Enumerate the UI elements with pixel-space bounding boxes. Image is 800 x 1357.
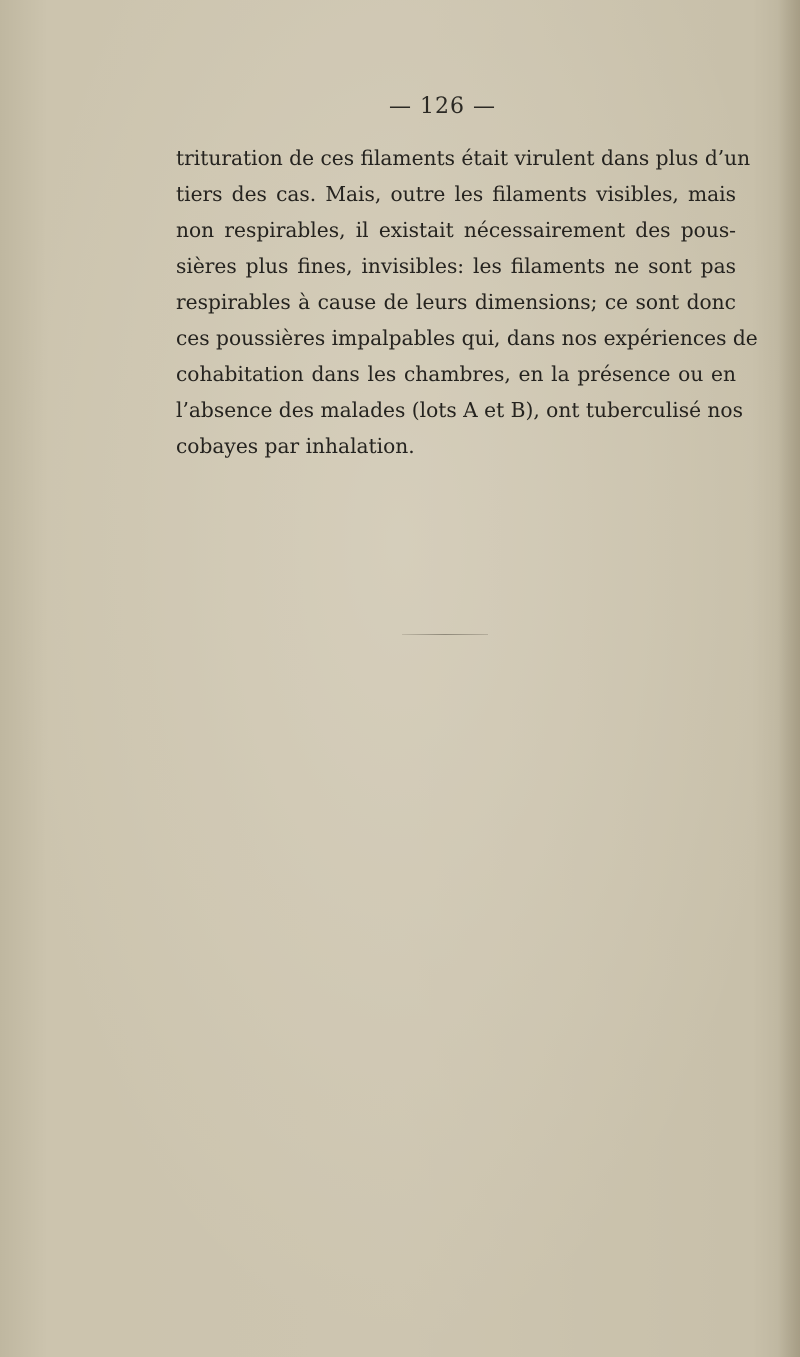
text-line: sières plus fines, invisibles: les filaments ne sont pas — [176, 254, 736, 278]
text-line: cobayes par inhalation. — [176, 434, 415, 458]
end-rule — [402, 634, 488, 635]
page-edge-shadow — [778, 0, 800, 1357]
page-number: — 126 — — [389, 94, 496, 119]
text-line: ces poussières impalpables qui, dans nos expériences de — [176, 326, 758, 350]
text-line: trituration de ces filaments était virulent dans plus d’un — [176, 146, 751, 170]
text-line: l’absence des malades (lots A et B), ont tuberculisé nos — [176, 398, 743, 422]
body-paragraph — [176, 140, 758, 464]
text-line: respirables à cause de leurs dimensions; ce sont donc — [176, 290, 736, 314]
text-line: non respirables, il existait nécessairement des pous- — [176, 218, 736, 242]
text-line: tiers des cas. Mais, outre les filaments visibles, mais — [176, 182, 736, 206]
text-line: cohabitation dans les chambres, en la présence ou en — [176, 362, 736, 386]
